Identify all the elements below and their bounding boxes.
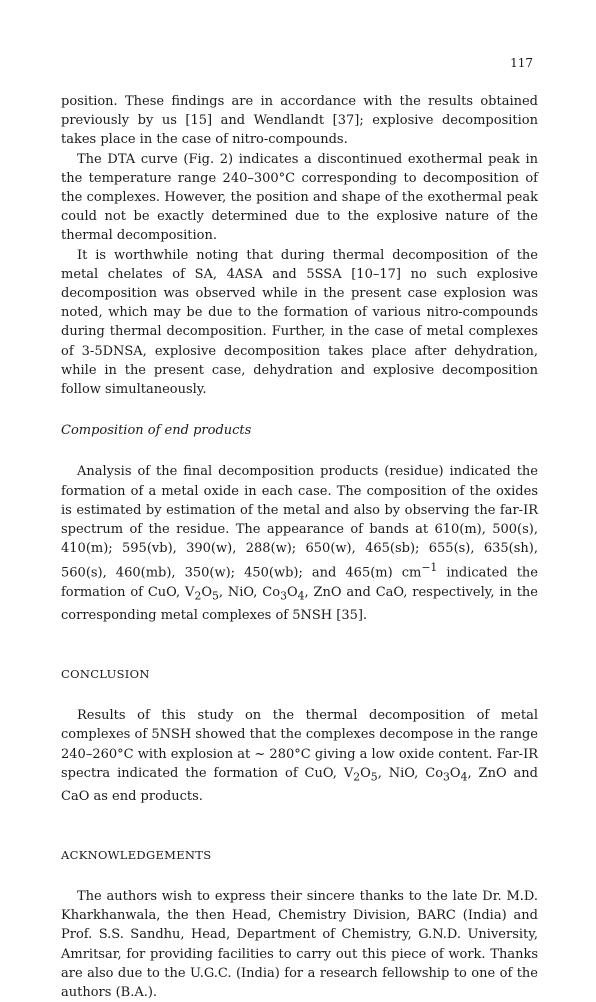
section-heading-composition: Composition of end products [61,423,252,439]
paragraph-comparison: It is worthwhile noting that during thermal decomposition of the metal chelates of SA, 4ASA and 5SSA [10–17] no such explosive decomposition was observed while in the present case explosion was noted, which may be due to the formation of various nitro-compounds during thermal decomposition. Further, in the case of metal complexes of 3-5DNSA, explosive decomposition takes place after dehydration, while in the present case, dehydration and explosive decomposition follow simultaneously. [61,247,538,398]
paragraph-composition: Analysis of the final decomposition products (residue) indicated the formation of a metal oxide in each case. The composition of the oxides is estimated by estimation of the metal and also by observing the far-IR spectrum of the residue. The appearance of bands at 610(m), 500(s), 410(m); 595(vb), 390(w), 288(w); 650(w), 465(sb); 655(s), 635(sh), 560(s), 460(mb), 350(w); 450(wb); and 465(m) $cm^{-1}$ indicated the formation of CuO, $V_2O_5$, NiO, $Co_3O_4$, ZnO and CaO, respectively, in the corresponding metal complexes of 5NSH [35]. [61,464,538,623]
paragraph-continuation: position. These findings are in accordance with the results obtained previously by us [15] and Wendlandt [37]; explosive decomposition takes place in the case of nitro-compounds. [61,94,538,148]
paragraph-dta: The DTA curve (Fig. 2) indicates a discontinued exothermal peak in the temperature range 240–300°C corresponding to decomposition of the complexes. However, the position and shape of the exothermal peak could not be exactly determined due to the explosive nature of the thermal decomposition. [61,151,538,244]
paragraph-conclusion: Results of this study on the thermal decomposition of metal complexes of 5NSH showed that the complexes decompose in the range 240–260°C with explosion at ~ 280°C giving a low oxide content. Far-IR spectra indicated the formation of CuO, $V_2O_5$, NiO, $Co_3O_4$, ZnO and CaO as end products. [61,708,538,804]
paragraph-acknowledgements: The authors wish to express their sincere thanks to the late Dr. M.D. Kharkhanwala, the then Head, Chemistry Division, BARC (India) and Prof. S.S. Sandhu, Head, Department of Chemistry, G.N.D. University, Amritsar, for providing facilities to carry out this piece of work. Thanks are also due to the U.G.C. (India) for a research fellowship to one of the authors (B.A.). [61,889,538,1001]
section-heading-acknowledgements: ACKNOWLEDGEMENTS [61,847,212,862]
page-body [61,92,538,1002]
page-number: 117 [510,56,533,70]
section-heading-conclusion: CONCLUSION [61,667,150,681]
